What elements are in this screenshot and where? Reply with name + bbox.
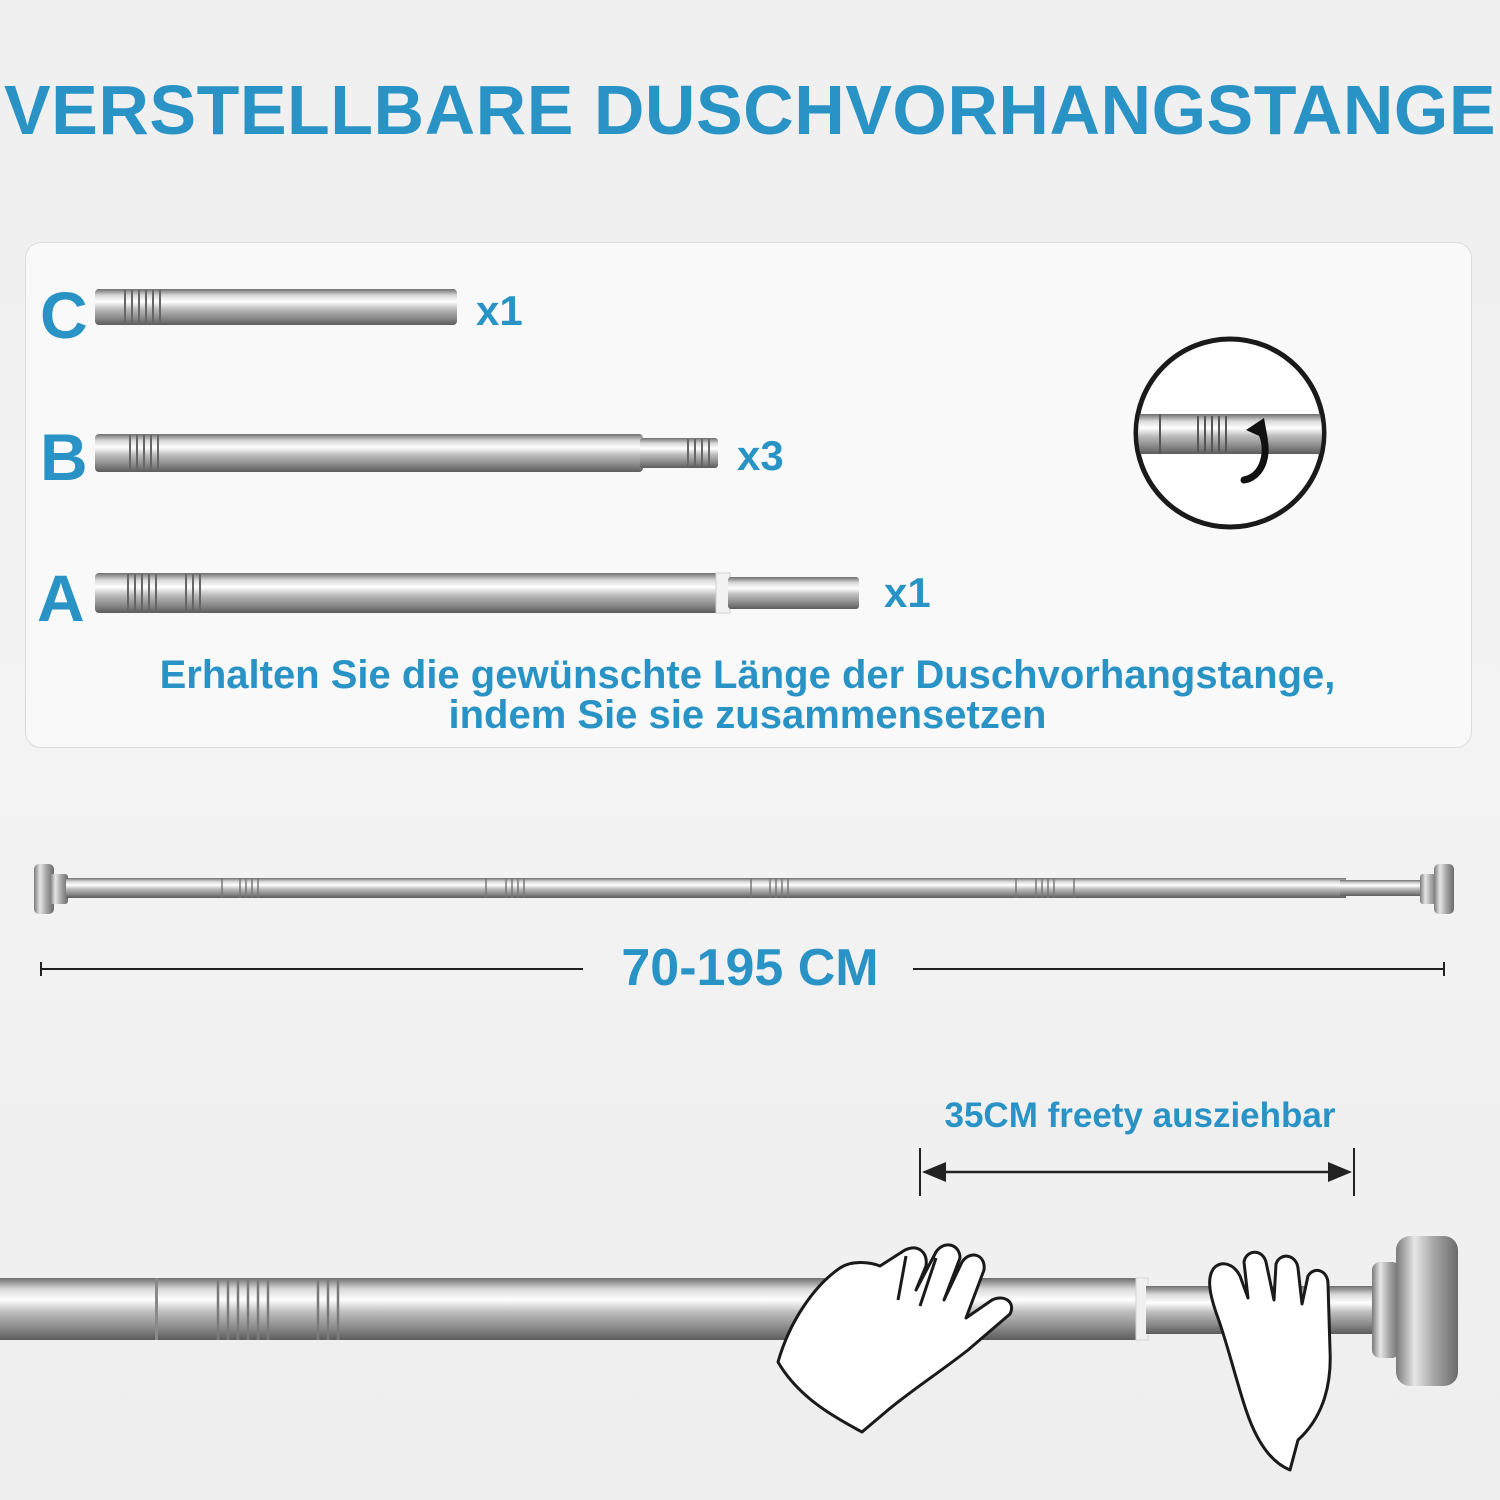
- page-title: VERSTELLBARE DUSCHVORHANGSTANGE: [3, 71, 1497, 149]
- part-quantity-a: x1: [884, 569, 931, 616]
- rod-part-c: [95, 289, 457, 325]
- extension-dimension-arrow: [920, 1148, 1354, 1196]
- caption-line-2: indem Sie sie zusammensetzen: [448, 693, 1047, 737]
- rod-part-b: [95, 434, 718, 472]
- rod-part-a: [95, 573, 859, 613]
- hand-left-icon: [778, 1245, 1012, 1432]
- assembly-caption: [25, 655, 1470, 735]
- extension-label: 35CM freety ausziehbar: [944, 1096, 1336, 1135]
- thread-detail-lens: [1130, 339, 1330, 527]
- length-range-label: 70-195 CM: [621, 939, 879, 997]
- part-label-b: B: [40, 420, 88, 494]
- part-label-a: A: [37, 561, 85, 635]
- assembled-rod: [34, 864, 1454, 914]
- part-quantity-c: x1: [476, 287, 523, 334]
- hand-right-icon: [1210, 1252, 1331, 1470]
- part-label-c: C: [40, 278, 88, 352]
- caption-line-1: Erhalten Sie die gewünschte Länge der Duschvorhangstange,: [159, 653, 1336, 697]
- part-quantity-b: x3: [737, 432, 784, 479]
